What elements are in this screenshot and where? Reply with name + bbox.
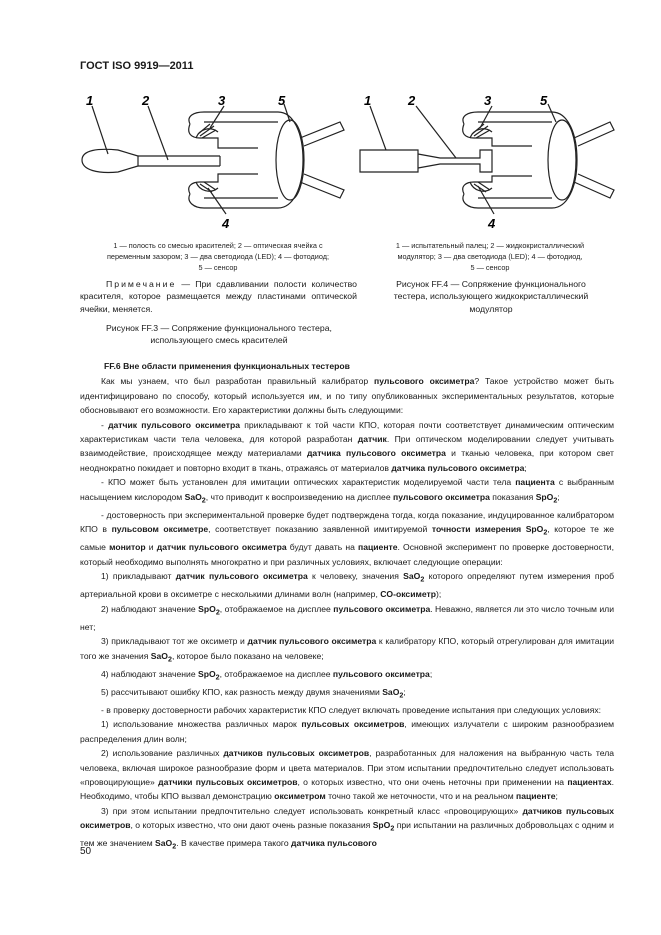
text-run: - КПО может быть установлен для имитации оптических характеристик моделируемой части тела <box>101 477 516 488</box>
text-run: пульсового оксиметра <box>332 668 430 679</box>
figure-ff3-caption <box>80 322 358 347</box>
text-run: пульсовом оксиметре <box>111 524 209 535</box>
text-run: 2 <box>172 843 177 852</box>
text-run: 1) использование множества различных марок <box>101 719 302 730</box>
text-run: и <box>145 542 157 553</box>
cable-lower <box>574 174 614 198</box>
text-run: монитор <box>109 542 146 553</box>
test-finger <box>360 150 418 172</box>
paragraph <box>80 703 614 717</box>
lower-arm <box>189 174 278 208</box>
text-run: , отображаемое на дисплее <box>219 603 334 614</box>
text-run: датчик пульсового оксиметра <box>156 542 287 553</box>
figure-ff4-caption <box>364 278 618 315</box>
label-5: 5 <box>540 93 548 108</box>
text-run: датчик пульсового оксиметра <box>175 571 308 582</box>
text-run: точно такой же неточности, что и на реальном <box>325 791 516 802</box>
paragraph <box>80 667 614 685</box>
text-run: пульсового оксиметра <box>393 491 490 502</box>
text-run: SpO <box>197 668 216 679</box>
optical-cell-tube <box>138 156 220 166</box>
text-run: ; <box>524 462 527 473</box>
paragraph <box>80 804 614 855</box>
legend-line: модулятор; 3 — два светодиода (LED); 4 — фотодиод, <box>397 252 583 261</box>
text-run: датчика пульсового оксиметра <box>306 448 446 459</box>
sensor-ellipse <box>276 120 304 200</box>
text-run: показания <box>489 491 536 502</box>
paragraph <box>80 374 614 417</box>
text-run: ; <box>557 491 560 502</box>
label-1: 1 <box>364 93 372 108</box>
text-run: при испытании на различных добровольцах с одним и тем же значением <box>80 820 614 849</box>
text-run: , которое те же самые <box>80 524 614 553</box>
label-2: 2 <box>142 93 150 108</box>
text-run: прикладывают к той части КПО, которая почти соответствует динамическим оптическим характеристикам части тела человека, для которой разработан <box>80 419 614 445</box>
text-run: пульсовых оксиметров <box>301 719 405 730</box>
text-run: которого определяют путем измерения проб артериальной крови в оксиметре с несколькими длинами волн (например, <box>80 571 614 600</box>
figure-ff4-diagram <box>356 92 628 237</box>
upper-arm <box>463 112 552 146</box>
text-run: датчик пульсового оксиметра <box>108 419 241 430</box>
text-run: 2 <box>167 655 172 664</box>
section-ff6 <box>80 359 614 854</box>
paragraph <box>80 685 614 703</box>
text-run: , отображаемое на дисплее <box>219 668 333 679</box>
caption-line: Рисунок FF.3 — Сопряжение функционального тестера, <box>106 323 332 333</box>
paragraph <box>80 418 614 476</box>
text-run: SaO <box>382 686 400 697</box>
text-run: 2) наблюдают значение <box>101 603 199 614</box>
legend-line: 1 — полость со смесью красителей; 2 — оптическая ячейка с <box>113 241 323 250</box>
text-run: , разработанных для наложения на выбранную часть тела человека, включая широкое разнообразие форм и цвета материалов. При этом испытании предпочтительно следует использовать «провоцирующие» <box>80 748 614 787</box>
label-3: 3 <box>484 93 492 108</box>
text-run: датчика пульсового <box>290 838 377 849</box>
lower-arm <box>463 176 552 208</box>
text-run: , которое было показано на человеке; <box>171 650 324 661</box>
legend-line: переменным зазором; 3 — два светодиода (LED); 4 — фотодиод; <box>106 252 329 261</box>
text-run: 3) прикладывают тот же оксиметр и <box>101 636 248 647</box>
lc-modulator <box>418 150 492 172</box>
text-run: 2 <box>543 528 548 537</box>
paragraph <box>80 717 614 746</box>
label-1: 1 <box>86 93 94 108</box>
text-run: пациента <box>515 477 555 488</box>
text-run: с выбранным насыщением кислородом <box>80 477 614 502</box>
legend-line: 5 — сенсор <box>470 263 510 272</box>
text-run: ; <box>555 791 558 802</box>
legend-line: 5 — сенсор <box>198 263 238 272</box>
text-run: , соответствует показанию заявленной имитируемой <box>208 524 432 535</box>
cable-upper <box>300 122 344 146</box>
text-run: , имеющих излучатели с широким разнообразием распределения длин волн; <box>80 719 615 744</box>
text-run: . В качестве примера такого <box>176 838 291 849</box>
text-run: 1) прикладывают <box>101 571 176 582</box>
paragraph <box>80 634 614 667</box>
label-4: 4 <box>488 216 496 231</box>
text-run: , о которых известно, что они очень неточны при применении на <box>297 777 568 787</box>
text-run: к человеку, значения <box>307 571 404 582</box>
text-run: SaO <box>184 491 202 502</box>
text-run: ; <box>429 668 433 679</box>
label-5: 5 <box>278 93 286 108</box>
text-run: , о которых известно, что они дают очень разные показания <box>130 820 373 831</box>
text-run: пациенте <box>516 791 556 802</box>
caption-line: Рисунок FF.4 — Сопряжение функционального <box>396 279 586 289</box>
text-run: 2 <box>201 496 206 505</box>
paragraph <box>80 508 614 569</box>
text-run: датчиков пульсовых оксиметров <box>80 805 614 831</box>
figure-ff3-diagram <box>78 92 350 237</box>
section-heading: FF.6 Вне области применения функциональных тестеров <box>104 361 350 371</box>
caption-line: использующего смесь красителей <box>150 335 288 346</box>
text-run: 2 <box>390 824 395 833</box>
sensor-ellipse <box>548 120 576 200</box>
text-run: и тканью человека, при котором свет неоднократно покидает и повторно входит в ткань, отражаясь от материалов <box>80 448 614 473</box>
text-run: SpO <box>372 820 391 831</box>
cable-lower <box>300 174 344 198</box>
text-run: 2 <box>553 496 558 505</box>
text-run: - <box>101 419 109 430</box>
text-run: пациенте <box>358 542 398 553</box>
text-run: датчика пульсового оксиметра <box>391 462 525 473</box>
text-run: 3) при этом испытании предпочтительно следует использовать конкретный класс «провоцирующих» <box>101 805 523 816</box>
legend-line: 1 — испытательный палец; 2 — жидкокристаллический <box>395 241 585 250</box>
text-run: ; <box>403 686 406 697</box>
text-run: SaO <box>155 838 173 849</box>
text-run: пульсового оксиметра <box>333 603 431 614</box>
figure-ff3-legend <box>80 240 356 273</box>
paragraph <box>80 569 614 602</box>
paragraph <box>80 746 614 804</box>
text-run: к калибратору КПО, который отрегулирован для имитации того же значения <box>80 636 615 661</box>
text-run: точности измерения SpO <box>431 524 544 535</box>
text-run: CO-оксиметр <box>380 589 436 600</box>
text-run: 2 <box>399 691 404 700</box>
text-run: датчик пульсового оксиметра <box>247 636 377 647</box>
text-run: . Необходимо, чтобы КПО вызвал демонстрацию <box>80 777 614 802</box>
text-run: ? Такое устройство может быть идентифицировано по способу, который используется им, и по типу опубликованных экспериментальных результатов, которые обосновывают его возможности. Его характеристики должны быть следующими: <box>80 376 614 416</box>
dye-cavity-bulb <box>82 149 138 172</box>
note-label: Примечание <box>106 279 177 289</box>
text-run: пациентах <box>567 777 612 787</box>
text-run: ); <box>435 589 442 600</box>
figure-note <box>80 278 357 315</box>
caption-line: тестера, использующего жидкокристаллический <box>393 291 589 302</box>
paragraph <box>80 602 614 635</box>
text-run: датчики пульсовых оксиметров <box>158 777 298 787</box>
text-run: оксиметром <box>274 791 326 802</box>
caption-line: модулятор <box>469 303 513 314</box>
text-run: пульсового оксиметра <box>374 376 475 387</box>
figure-ff4-legend <box>362 240 618 273</box>
section-paragraphs <box>80 374 614 854</box>
text-run: . Неважно, является ли это число точным или нет; <box>80 603 614 632</box>
text-run: SaO <box>150 650 168 661</box>
text-run: 5) рассчитывают ошибку КПО, как разность между двумя значениями <box>101 686 383 697</box>
document-header: ГОСТ ISO 9919—2011 <box>80 60 194 72</box>
label-4: 4 <box>222 216 230 231</box>
text-run: датчиков пульсовых оксиметров <box>223 748 370 759</box>
label-2: 2 <box>408 93 416 108</box>
cable-upper <box>574 122 614 146</box>
text-run: датчик <box>357 434 387 445</box>
text-run: 4) наблюдают значение <box>101 668 198 679</box>
text-run: будут давать на <box>286 542 359 553</box>
text-run: SpO <box>198 603 216 614</box>
text-run: - достоверность при экспериментальной проверке будет подтверждена тогда, когда показание, индуцированное калибратором КПО в <box>80 509 614 535</box>
label-3: 3 <box>218 93 226 108</box>
text-run: SaO <box>403 571 421 582</box>
text-run: - в проверку достоверности рабочих характеристик КПО следует включать проведение испытания при следующих условиях: <box>101 704 602 715</box>
note-text: — При сдавливании полости количество красителя, которое размещается между пластинами оптической ячейки, меняется. <box>80 279 357 314</box>
text-run: , что приводит к воспроизведению на дисплее <box>205 491 393 502</box>
text-run: 2 <box>215 608 220 617</box>
page-number: 50 <box>80 846 92 857</box>
text-run: SpO <box>535 491 554 502</box>
text-run: . При оптическом моделировании следует учитывать взаимодействие, происходящее между материалами <box>80 434 614 459</box>
text-run: . Основной эксперимент по проверке достоверности, который необходимо выполнять многократно и при различных условиях, включает следующие операции: <box>80 542 614 567</box>
paragraph <box>80 475 614 508</box>
text-run: 2 <box>420 575 425 584</box>
text-run: Как мы узнаем, что был разработан правильный калибратор <box>101 376 375 387</box>
text-run: 2) использование различных <box>101 748 224 759</box>
text-run: 2 <box>215 673 220 682</box>
